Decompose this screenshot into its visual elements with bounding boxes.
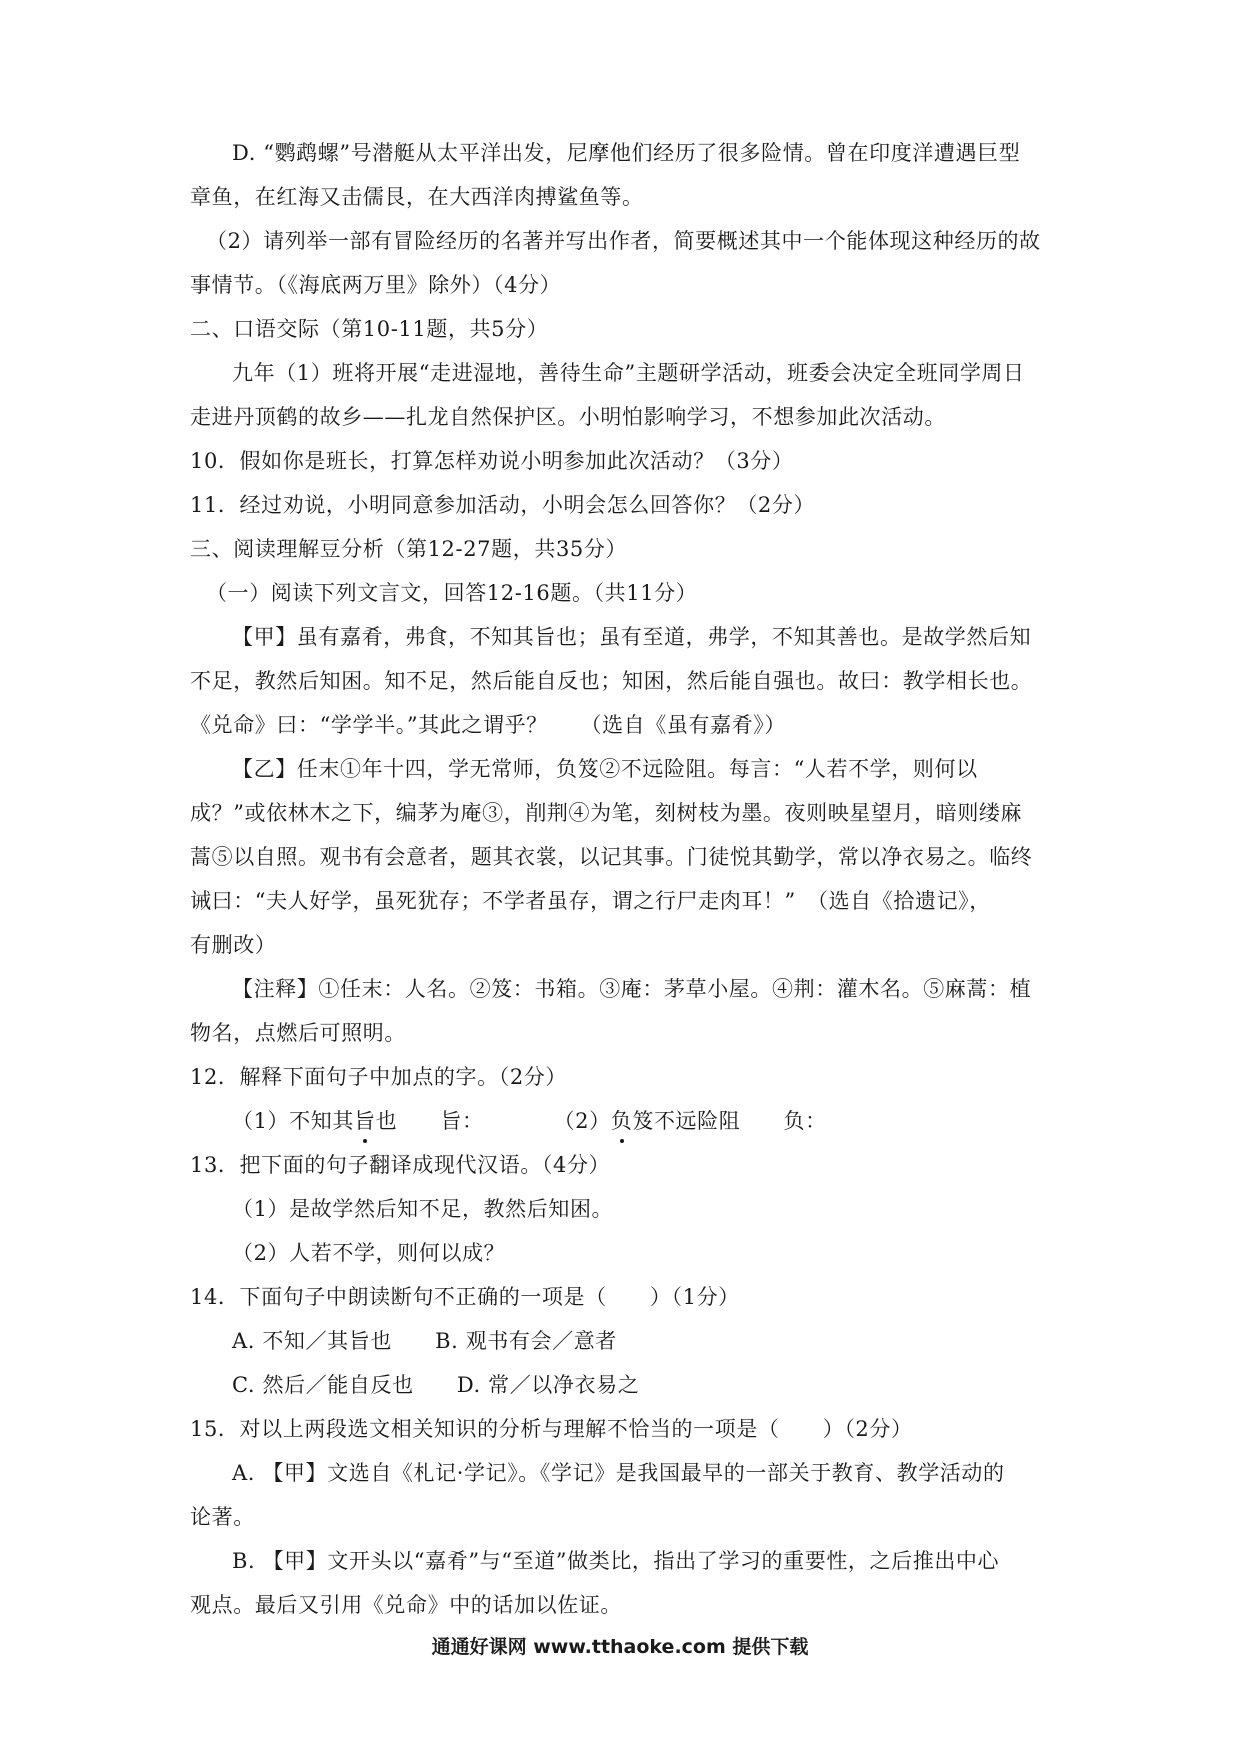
question-14: 14．下面句子中朗读断句不正确的一项是（ ）（1分）	[190, 1285, 740, 1309]
question-15-option-b-line-1: B. 【甲】文开头以“嘉肴”与“至道”做类比，指出了学习的重要性，之后推出中心	[232, 1549, 1000, 1573]
question-10: 10．假如你是班长，打算怎样劝说小明参加此次活动？（3分）	[190, 449, 794, 473]
passage-yi-line-4: 诫曰：“夫人好学，虽死犹存；不学者虽存，谓之行尸走肉耳！” （选自《拾遗记》，	[190, 889, 991, 913]
passage-yi-line-2: 成？”或依林木之下，编茅为庵③，削荆④为笔，刻树枝为墨。夜则映星望月，暗则缕麻	[190, 801, 1023, 825]
q12-item-1-prefix: （1）不知其	[232, 1109, 354, 1133]
oral-passage-line-1: 九年（1）班将开展“走进湿地，善待生命”主题研学活动，班委会决定全班同学周日	[232, 361, 1025, 385]
oral-passage-line-2: 走进丹顶鹤的故乡——扎龙自然保护区。小明怕影响学习，不想参加此次活动。	[190, 405, 946, 429]
question-11: 11．经过劝说，小明同意参加活动，小明会怎么回答你？（2分）	[190, 493, 816, 517]
question-9-2-line-1: （2）请列举一部有冒险经历的名著并写出作者，简要概述其中一个能体现这种经历的故	[206, 229, 1041, 253]
passage-jia-line-3: 《兑命》曰：“学学半。”其此之谓乎？ （选自《虽有嘉肴》）	[190, 713, 786, 737]
section-3-heading: 三、阅读理解豆分析（第12-27题，共35分）	[190, 537, 628, 561]
q12-item-2-suffix: 笈不远险阻 负：	[632, 1109, 827, 1133]
section-2-heading: 二、口语交际（第10-11题，共5分）	[190, 317, 549, 341]
notes-line-2: 物名，点燃后可照明。	[190, 1021, 406, 1045]
question-12: 12．解释下面句子中加点的字。（2分）	[190, 1065, 567, 1089]
question-14-options-cd: C. 然后／能自反也 D. 常／以净衣易之	[232, 1373, 640, 1397]
q12-item-2-prefix: （2）	[553, 1109, 611, 1133]
passage-jia-line-2: 不足，教然后知困。知不足，然后能自反也；知困，然后能自强也。故曰：教学相长也。	[190, 669, 1033, 693]
question-13: 13．把下面的句子翻译成现代汉语。（4分）	[190, 1153, 611, 1177]
question-14-options-ab: A. 不知／其旨也 B. 观书有会／意者	[232, 1329, 617, 1353]
part-1-heading: （一）阅读下列文言文，回答12-16题。（共11分）	[206, 581, 698, 605]
passage-yi-line-1: 【乙】任末①年十四，学无常师，负笈②不远险阻。每言：“人若不学，则何以	[232, 757, 978, 781]
passage-yi-line-5: 有删改）	[190, 933, 277, 957]
question-15-option-a-line-2: 论著。	[190, 1505, 255, 1529]
option-d-line-2: 章鱼，在红海又击儒艮，在大西洋肉搏鲨鱼等。	[190, 185, 644, 209]
question-15-option-b-line-2: 观点。最后又引用《兑命》中的话加以佐证。	[190, 1593, 622, 1617]
passage-yi-line-3: 蒿⑤以自照。观书有会意者，题其衣裳，以记其事。门徒悦其勤学，常以净衣易之。临终	[190, 845, 1033, 869]
q12-item-2-dotted-char: 负	[611, 1106, 633, 1136]
q12-item-1-suffix: 也 旨：	[375, 1109, 484, 1133]
question-13-item-2: （2）人若不学，则何以成？	[232, 1241, 506, 1265]
question-15-option-a-line-1: A. 【甲】文选自《札记·学记》。《学记》是我国最早的一部关于教育、教学活动的	[232, 1461, 1005, 1485]
page-footer: 通通好课网 www.tthaoke.com 提供下载	[431, 1636, 809, 1658]
question-9-2-line-2: 事情节。（《海底两万里》除外）（4分）	[190, 273, 562, 297]
question-15: 15．对以上两段选文相关知识的分析与理解不恰当的一项是（ ）（2分）	[190, 1417, 913, 1441]
passage-jia-line-1: 【甲】虽有嘉肴，弗食，不知其旨也；虽有至道，弗学，不知其善也。是故学然后知	[232, 625, 1032, 649]
question-13-item-1: （1）是故学然后知不足，教然后知困。	[232, 1197, 614, 1221]
question-12-items	[232, 1106, 827, 1136]
option-d-line-1: D. “鹦鹉螺”号潜艇从太平洋出发，尼摩他们经历了很多险情。曾在印度洋遭遇巨型	[232, 141, 1021, 165]
q12-item-1-dotted-char: 旨	[354, 1106, 376, 1136]
notes-line-1: 【注释】①任末：人名。②笈：书箱。③庵：茅草小屋。④荆：灌木名。⑤麻蒿：植	[232, 977, 1032, 1001]
